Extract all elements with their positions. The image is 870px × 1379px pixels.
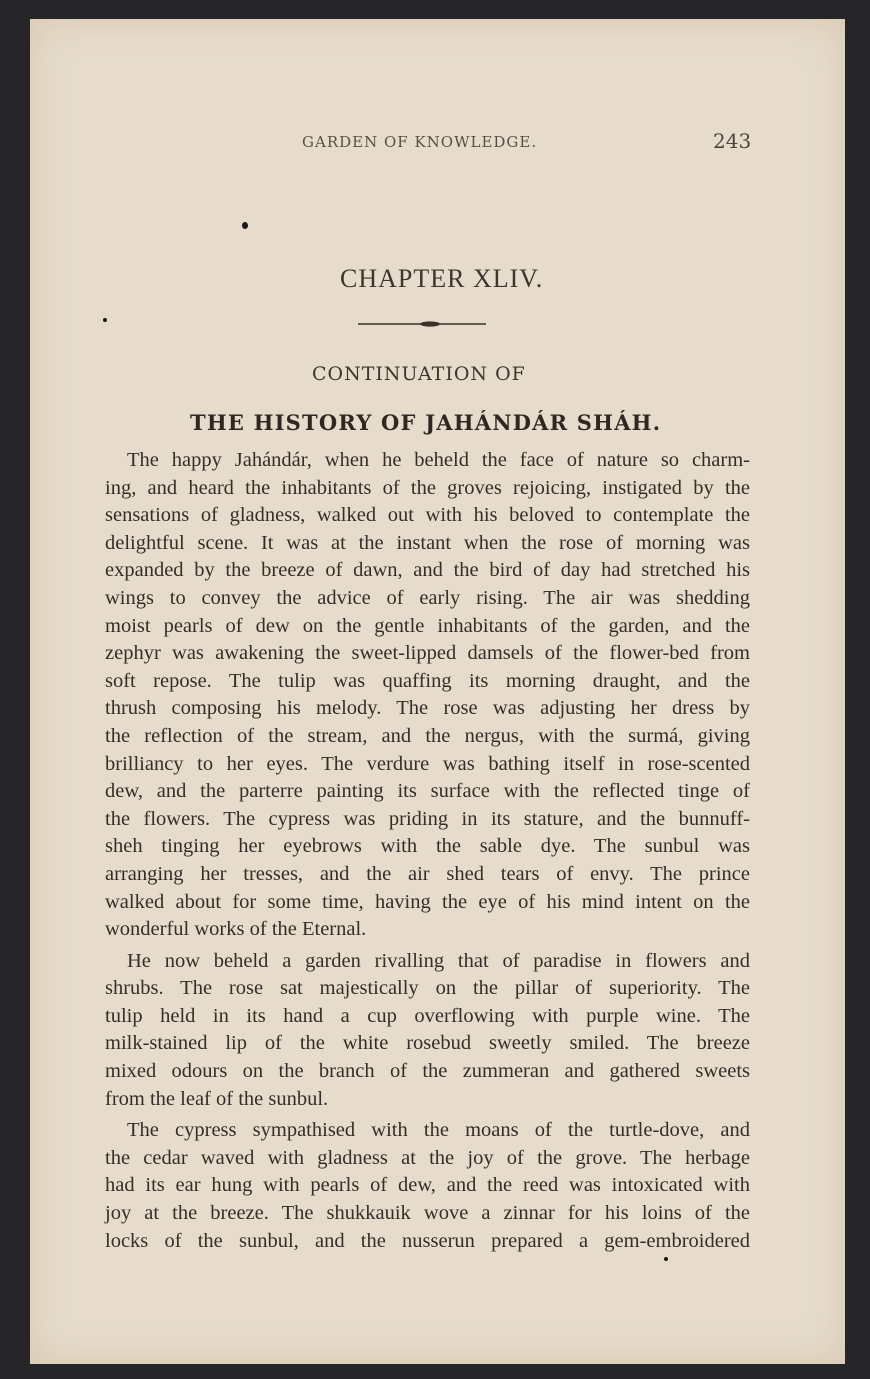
text-line: moist pearls of dew on the gentle inhabitants of the garden, and the: [105, 614, 750, 637]
history-title: THE HISTORY OF JAHÁNDÁR SHÁH.: [190, 410, 662, 435]
text-line: thrush composing his melody. The rose was adjusting her dress by: [105, 697, 750, 720]
text-line: dew, and the parterre painting its surface with the reflected tinge of: [105, 780, 750, 803]
chapter-title: CHAPTER XLIV.: [340, 264, 544, 293]
page-number: 243: [713, 129, 752, 153]
text-line: soft repose. The tulip was quaffing its morning draught, and the: [105, 669, 750, 692]
text-line: ing, and heard the inhabitants of the groves rejoicing, instigated by the: [105, 476, 750, 499]
text-line: joy at the breeze. The shukkauik wove a zinnar for his loins of the: [105, 1202, 750, 1225]
text-line: walked about for some time, having the eye of his mind intent on the: [105, 890, 750, 913]
text-line: The cypress sympathised with the moans of the turtle-dove, and: [127, 1119, 750, 1142]
text-line: the cedar waved with gladness at the joy of the grove. The herbage: [105, 1146, 750, 1169]
ink-speck: [242, 222, 248, 229]
text-line: the flowers. The cypress was priding in its stature, and the bunnuff-: [105, 807, 750, 830]
text-line: tulip held in its hand a cup overflowing with purple wine. The: [105, 1004, 750, 1027]
text-line: zephyr was awakening the sweet-lipped damsels of the flower-bed from: [105, 642, 750, 665]
book-page: [30, 19, 845, 1364]
paragraph-2: [105, 948, 750, 1114]
text-line: had its ear hung with pearls of dew, and the reed was intoxicated with: [105, 1174, 750, 1197]
text-line: arranging her tresses, and the air shed tears of envy. The prince: [105, 862, 750, 885]
paragraph-3: [105, 1117, 750, 1255]
text-line: wonderful works of the Eternal.: [105, 918, 367, 941]
text-line: The happy Jahándár, when he beheld the face of nature so charm-: [127, 449, 750, 471]
text-line: He now beheld a garden rivalling that of paradise in flowers and: [127, 949, 750, 972]
text-line: delightful scene. It was at the instant when the rose of morning was: [105, 531, 750, 554]
paragraph-1: [105, 447, 750, 944]
ink-speck: [664, 1257, 668, 1261]
continuation-heading: CONTINUATION OF: [312, 363, 526, 385]
running-head: GARDEN OF KNOWLEDGE.: [302, 133, 538, 151]
text-line: from the leaf of the sunbul.: [105, 1087, 329, 1110]
text-line: shrubs. The rose sat majestically on the pillar of superiority. The: [105, 977, 750, 1000]
text-line: sheh tinging her eyebrows with the sable dye. The sunbul was: [105, 835, 750, 858]
text-line: expanded by the breeze of dawn, and the bird of day had stretched his: [105, 559, 750, 582]
ink-speck: [103, 318, 107, 322]
text-line: wings to convey the advice of early rising. The air was shedding: [105, 586, 750, 609]
text-line: mixed odours on the branch of the zummeran and gathered sweets: [105, 1060, 750, 1083]
text-line: milk-stained lip of the white rosebud sweetly smiled. The breeze: [105, 1032, 750, 1055]
text-line: sensations of gladness, walked out with his beloved to contemplate the: [105, 504, 750, 527]
text-line: locks of the sunbul, and the nusserun prepared a gem-embroidered: [105, 1229, 750, 1252]
text-line: brilliancy to her eyes. The verdure was bathing itself in rose-scented: [105, 752, 750, 775]
body-text: [105, 447, 750, 1255]
text-line: the reflection of the stream, and the nergus, with the surmá, giving: [105, 724, 750, 747]
ornament-divider: [358, 317, 486, 331]
